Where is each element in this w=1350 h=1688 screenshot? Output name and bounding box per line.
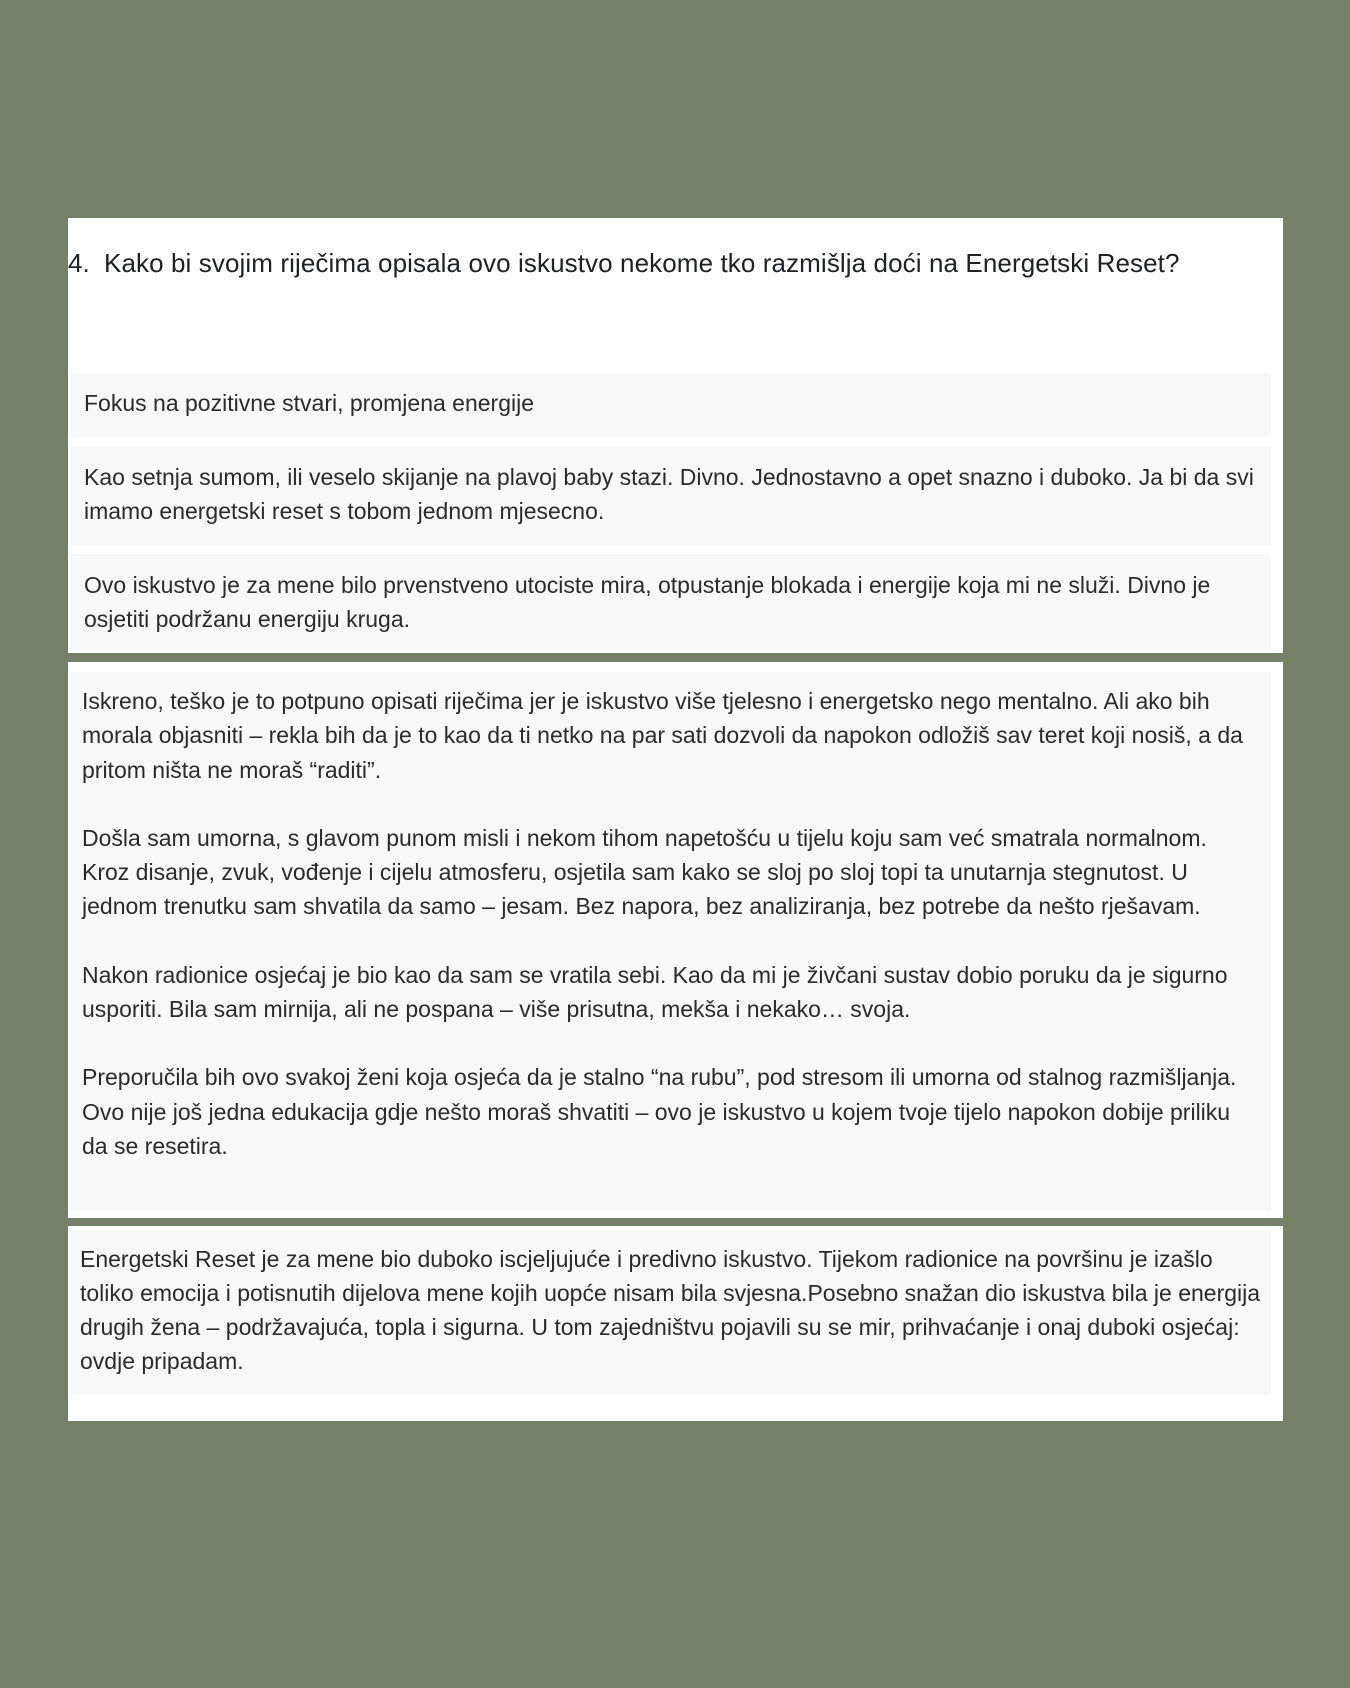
response-paragraph: Iskreno, teško je to potpuno opisati riječima jer je iskustvo više tjelesno i energetsko nego mentalno. Ali ako bih morala objasniti – rekla bih da je to kao da ti netko na par sati dozvoli da napokon odložiš sav teret koji nosiš, a da pritom ništa ne moraš “raditi”.: [82, 688, 1243, 783]
question-text: Kako bi svojim riječima opisala ovo iskustvo nekome tko razmišlja doći na Energetski Reset?: [104, 248, 1180, 278]
response-text: Energetski Reset je za mene bio duboko iscjeljujuće i predivno iskustvo. Tijekom radionice na površinu je izašlo toliko emocija i potisnutih dijelova mene kojih uopće nisam bila svjesna.Posebno snažan dio iskustva bila je energija drugih žena – podržavajuća, topla i sigurna. U tom zajedništvu pojavili su se mir, prihvaćanje i onaj duboki osjećaj: ovdje pripadam.: [80, 1246, 1261, 1374]
response-item: [71, 374, 1271, 437]
response-card: [68, 1226, 1283, 1421]
question-card: [68, 218, 1283, 653]
response-paragraph: Nakon radionice osjećaj je bio kao da sam se vratila sebi. Kao da mi je živčani sustav dobio poruku da je sigurno usporiti. Bila sam mirnija, ali ne pospana – više prisutna, mekša i nekako… svoja.: [82, 961, 1228, 1023]
question-title: [68, 248, 1180, 279]
question-number: 4.: [68, 248, 90, 278]
response-paragraph: Preporučila bih ovo svakoj ženi koja osjeća da je stalno “na rubu”, pod stresom ili umorna od stalnog razmišljanja. Ovo nije još jedna edukacija gdje nešto moraš shvatiti – ovo je iskustvo u kojem tvoje tijelo napokon dobije priliku da se resetira.: [82, 1064, 1237, 1159]
response-text: Fokus na pozitivne stvari, promjena energije: [84, 390, 535, 416]
response-item: [71, 554, 1271, 651]
response-item: [71, 447, 1271, 545]
response-text: Kao setnja sumom, ili veselo skijanje na plavoj baby stazi. Divno. Jednostavno a opet snazno i duboko. Ja bi da svi imamo energetski reset s tobom jednom mjesecno.: [84, 464, 1254, 524]
response-paragraph: Došla sam umorna, s glavom punom misli i nekom tihom napetošću u tijelu koju sam već smatrala normalnom. Kroz disanje, zvuk, vođenje i cijelu atmosferu, osjetila sam kako se sloj po sloj topi ta unutarnja stegnutost. U jednom trenutku sam shvatila da samo – jesam. Bez napora, bez analiziranja, bez potrebe da nešto rješavam.: [82, 824, 1207, 920]
response-item: [70, 672, 1271, 1211]
response-card: [68, 662, 1283, 1218]
response-text: Ovo iskustvo je za mene bilo prvenstveno utociste mira, otpustanje blokada i energije koja mi ne služi. Divno je osjetiti podržanu energiju kruga.: [84, 572, 1211, 632]
response-item: [70, 1230, 1271, 1394]
